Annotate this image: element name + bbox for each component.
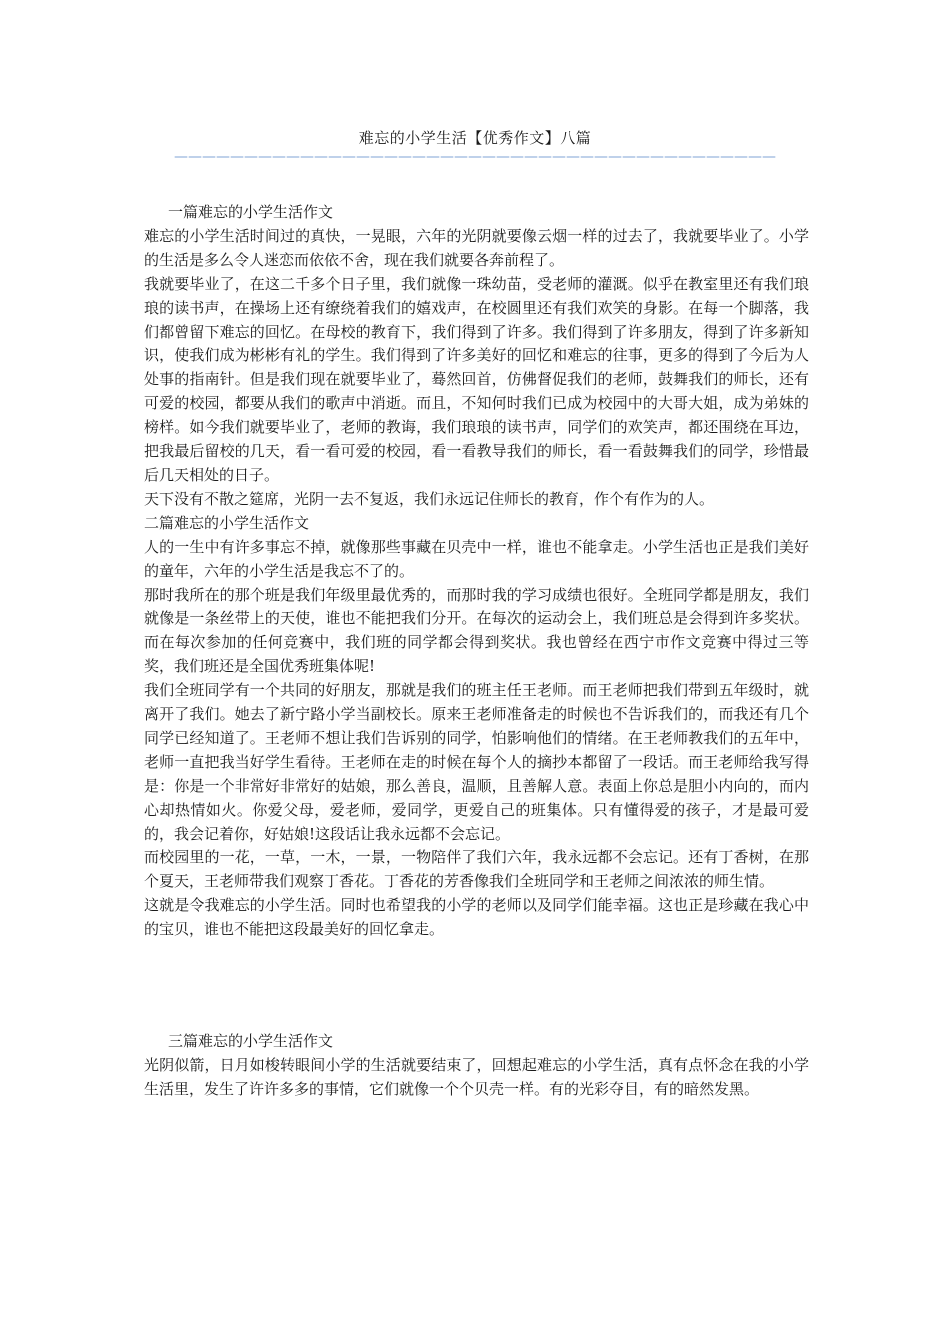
paragraph: 我就要毕业了，在这二千多个日子里，我们就像一珠幼苗，受老师的灌溉。似乎在教室里还有我们琅琅的读书声，在操场上还有缭绕着我们的嬉戏声，在校圆里还有我们欢笑的身影。在每一个脚落，我们都曾留下难忘的回忆。在母校的教育下，我们得到了许多。我们得到了许多朋友，得到了许多新知识，使我们成为彬彬有礼的学生。我们得到了许多美好的回忆和难忘的往事，更多的得到了今后为人处事的指南针。但是我们现在就要毕业了，蓦然回首，仿佛督促我们的老师，鼓舞我们的师长，还有可爱的校园，都要从我们的歌声中消逝。而且，不知何时我们已成为校园中的大哥大姐，成为弟妹的榜样。如今我们就要毕业了，老师的教诲，我们琅琅的读书声，同学们的欢笑声，都还围绕在耳边，把我最后留校的几天，看一看可爱的校园，看一看教导我们的师长，看一看鼓舞我们的同学，珍惜最后几天相处的日子。 <box>144 274 809 484</box>
title-divider: ——————————————————————————————————————————— <box>174 149 776 165</box>
paragraph: 人的一生中有许多事忘不掉，就像那些事藏在贝壳中一样，谁也不能拿走。小学生活也正是我们美好的童年，六年的小学生活是我忘不了的。 <box>144 537 809 580</box>
section-heading-2: 二篇难忘的小学生活作文 <box>144 513 310 532</box>
section-heading-1: 一篇难忘的小学生活作文 <box>168 203 334 221</box>
section-spacer <box>144 942 809 1030</box>
paragraph: 这就是令我难忘的小学生活。同时也希望我的小学的老师以及同学们能幸福。这也正是珍藏在我心中的宝贝，谁也不能把这段最美好的回忆拿走。 <box>144 896 809 939</box>
paragraph: 我们全班同学有一个共同的好朋友，那就是我们的班主任王老师。而王老师把我们带到五年级时，就离开了我们。她去了新宁路小学当副校长。原来王老师准备走的时候也不告诉我们的，而我还有几个同学已经知道了。王老师不想让我们告诉别的同学，怕影响他们的情绪。在王老师教我们的五年中，老师一直把我当好学生看待。王老师在走的时候在每个人的摘抄本都留了一段话。而王老师给我写得是：你是一个非常好非常好的姑娘，那么善良，温顺，且善解人意。表面上你总是胆小内向的，而内心却热情如火。你爱父母，爱老师，爱同学，更爱自己的班集体。只有懂得爱的孩子，才是最可爱的，我会记着你，好姑娘!这段话让我永远都不会忘记。 <box>144 681 809 843</box>
section-heading-3: 三篇难忘的小学生活作文 <box>168 1032 334 1051</box>
paragraph: 难忘的小学生活时间过的真快，一晃眼，六年的光阴就要像云烟一样的过去了，我就要毕业了。小学的生活是多么令人迷恋而依依不舍，现在我们就要各奔前程了。 <box>144 226 809 269</box>
paragraph: 而校园里的一花，一草，一木，一景，一物陪伴了我们六年，我永远都不会忘记。还有丁香树，在那个夏天，王老师带我们观察丁香花。丁香花的芳香像我们全班同学和王老师之间浓浓的师生情。 <box>144 848 809 891</box>
paragraph: 那时我所在的那个班是我们年级里最优秀的，而那时我的学习成绩也很好。全班同学都是朋友，我们就像是一条丝带上的天使，谁也不能把我们分开。在每次的运动会上，我们班总是会得到许多奖状。而在每次参加的任何竞赛中，我们班的同学都会得到奖状。我也曾经在西宁市作文竞赛中得过三等奖，我们班还是全国优秀班集体呢! <box>144 585 809 676</box>
paragraph: 天下没有不散之筵席，光阴一去不复返，我们永远记住师长的教育，作个有作为的人。 <box>144 489 715 508</box>
paragraph: 光阴似箭，日月如梭转眼间小学的生活就要结束了，回想起难忘的小学生活，真有点怀念在我的小学生活里，发生了许许多多的事情，它们就像一个个贝壳一样。有的光彩夺目，有的暗然发黑。 <box>144 1056 809 1098</box>
document-title: 难忘的小学生活【优秀作文】八篇 <box>358 129 592 147</box>
document-body <box>144 201 809 1102</box>
